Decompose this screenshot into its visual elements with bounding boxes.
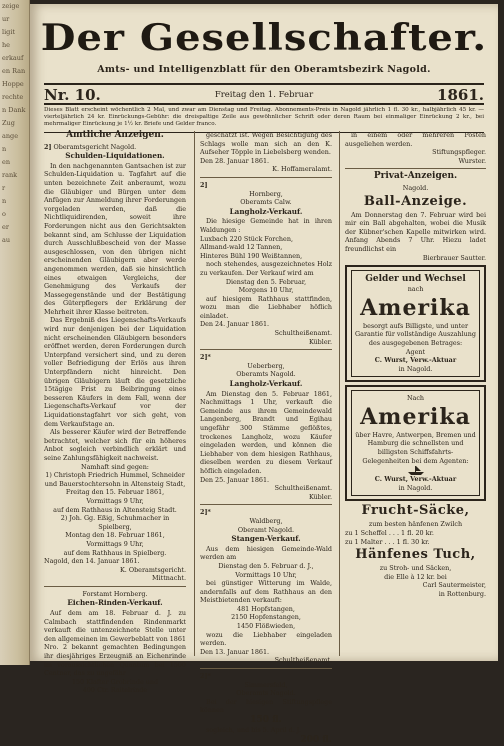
list-item: 481 Hopfstangen, xyxy=(237,604,295,613)
notice-body: bei günstiger Witterung im Walde, andernfalls auf dem Rathhaus an den Meistbietenden verkauft: xyxy=(200,579,332,605)
column-2 xyxy=(194,131,332,745)
ad-agent-name: C. Wurst, Verw.-Aktuar xyxy=(374,356,457,365)
notice-title: Langholz-Verkauf. xyxy=(229,206,303,216)
ad-connector: nach xyxy=(407,285,424,294)
spine-text-fragment: en Ran xyxy=(2,67,26,75)
list-item: 1450 Flößwieden, xyxy=(236,622,296,631)
notice-authority: Forstamt Hornberg. xyxy=(82,589,148,598)
notice-place: Hornberg, xyxy=(249,189,283,198)
list-item: 150 Klafter Grobrinde und xyxy=(71,677,159,686)
ad-emigration xyxy=(345,385,486,501)
column-1 xyxy=(44,130,186,695)
issue-number: Nr. 10. xyxy=(44,86,101,104)
subscription-notice: Dieses Blatt erscheint wöchentlich 2 Mal, und zwar am Dienstag und Freitag. Abonnements-Preis in Nagold jährlich 1 fl. 30 kr., halbjährlich 45 kr. — vierteljährlich 24 kr. Einrückungs-Gebühr: die dreispaltige Zeile aus gewöhnlicher Schrift oder deren Raum bei einmaliger Einrückung 2 kr., bei mehrmaliger Einrückung je 1½ kr. Briefe und Gelder franco. xyxy=(44,107,484,133)
notice-time: Vormittags 10 Uhr, xyxy=(235,570,297,579)
ad-inner xyxy=(351,390,480,496)
notice-place: Simmersfeld, xyxy=(244,680,288,689)
spine-text-fragment: er xyxy=(2,223,9,231)
spine-text-fragment: he xyxy=(2,41,11,49)
notice-district: Oberamts Nagold. xyxy=(236,370,296,379)
divider xyxy=(200,668,332,669)
ship-icon xyxy=(407,465,425,475)
notice-body: Als besserer Käufer wird der Betreffende betrachtet, welcher sich für ein höheres Anbot sogleich verbindlich erklärt und seine Zahlungsfähigkeit nachweist. xyxy=(44,428,186,462)
column-3 xyxy=(339,131,486,656)
notice-place: Waldberg, xyxy=(249,516,283,525)
list-item: Montag den 18. Februar 1861, xyxy=(65,531,165,540)
notice-title: Frucht-Säcke, xyxy=(361,503,470,519)
ad-body: besorgt aufs Billigste, und unter Garantie für vollständige Auszahlung des ausgegebenen Betrages: xyxy=(355,321,476,347)
list-item: auf dem Rathhaus in Altensteig Stadt. xyxy=(53,505,177,514)
divider xyxy=(200,504,332,505)
notice-signature-name: Kübler. xyxy=(308,492,332,501)
notice-district: Oberamts Nagold. xyxy=(236,689,296,698)
ad-agent-name: C. Wurst, Verw.-Aktuar xyxy=(374,475,457,484)
spine-text-fragment: rechte xyxy=(2,93,24,101)
list-item: 2) Joh. Gg. Eßig, Schuhmacher in Spielberg, xyxy=(60,514,170,531)
spine-text-fragment: rank xyxy=(2,171,18,179)
notice-title: Hänfenes Tuch, xyxy=(355,547,476,563)
notice-date: Dienstag den 5. Februar d. J., xyxy=(218,561,314,570)
notice-body: Am Donnerstag den 7. Februar wird bei mir ein Ball abgehalten, wobei die Musik der Kübner'schen Kapelle mitwirken wird. Anfang Abends 7 Uhr. Hiezu ladet freundlichst ein xyxy=(345,210,486,253)
notice-body: Bei der hiesigen Stiftungspflege können xyxy=(200,697,332,715)
notice-amount: 200 fl. xyxy=(300,734,332,745)
list-item: 2150 Hopfenstangen, xyxy=(231,613,301,622)
notice-signature-name: Kübler. xyxy=(308,337,332,346)
spine-text-fragment: Hoppe xyxy=(2,80,24,88)
section-official-notices: Amtliche Anzeigen. xyxy=(66,130,164,140)
ad-agent-place: in Nagold. xyxy=(398,483,433,492)
spine-text-fragment: n Dank xyxy=(2,106,26,114)
list-item: Vormittags 9 Uhr, xyxy=(86,496,144,505)
list-item: Freitag den 15. Februar 1861, xyxy=(65,488,165,497)
ad-heading: Gelder und Wechsel xyxy=(365,274,466,285)
notice-signature: Bierbrauer Sautter. xyxy=(422,253,486,262)
notice-body: noch stehendes, ausgezeichnetes Holz zu verkaufen. Der Verkauf wird am xyxy=(200,260,332,277)
notice-body: zu Stroh- und Säcken, xyxy=(379,564,452,573)
list-item: zu 1 Scheffel . . . 1 fl. 20 kr. xyxy=(345,529,434,538)
ad-headline: Amerika xyxy=(360,403,471,430)
notice-signature: K. Oberamtsgericht. xyxy=(120,565,186,574)
spine-text-fragment: ligit xyxy=(2,28,16,36)
notice-time: Morgens 10 Uhr, xyxy=(238,286,294,295)
notice-amount: 150 fl. xyxy=(250,715,282,725)
ad-agent-label: Agent xyxy=(405,347,426,356)
divider xyxy=(345,168,486,169)
ad-connector: Nach xyxy=(406,394,425,403)
notice-body: zum besten hänfenen Zwilch xyxy=(368,520,463,529)
notice-authority: Oberamtsgericht Nagold. xyxy=(53,142,137,151)
notice-signature-place: in Rottenburg. xyxy=(438,590,486,598)
list-item: Luxbach 220 Stück Forchen, xyxy=(200,234,293,243)
notice-title: Eichen-Rinden-Verkauf. xyxy=(67,598,163,608)
masthead-subtitle: Amts- und Intelligenzblatt für den Oberamtsbezirk Nagold. xyxy=(97,64,431,75)
book-spine xyxy=(0,0,30,665)
notice-title: Schulden-Liquidationen. xyxy=(65,151,165,161)
notice-place: Ueberberg, xyxy=(247,361,285,370)
notice-date: Den 25. Januar 1861. xyxy=(200,475,270,484)
list-item: Vormittags 9 Uhr, xyxy=(86,539,144,548)
notice-signature: K. Hoffameralamt. xyxy=(272,165,332,174)
issue-date: Freitag den 1. Februar xyxy=(214,90,314,100)
notice-district: Oberamts Calw. xyxy=(240,198,292,207)
notice-date: Den 13. Januar 1861. xyxy=(200,647,270,656)
ad-headline: Amerika xyxy=(360,294,471,321)
list-item: auf dem Rathhaus in Spielberg. xyxy=(63,548,167,557)
notice-signature: Carl Sautermeister, xyxy=(422,581,486,590)
list-item: Hinteres Bühl 190 Weißtannen, xyxy=(200,251,303,260)
notice-subhead: Namhaft sind gegen: xyxy=(81,462,149,471)
spine-text-fragment: n xyxy=(2,197,7,205)
notice-number: 2]* xyxy=(200,672,211,681)
spine-text-fragment: ange xyxy=(2,132,19,140)
issue-year: 1861. xyxy=(437,86,484,104)
newspaper-page xyxy=(30,4,498,745)
notice-date: Nagold, den 14. Januar 1861. xyxy=(44,557,140,566)
list-item: 400 Ctr. Raitelrinde xyxy=(82,686,148,695)
issue-bar xyxy=(44,83,484,105)
notice-number: 2] xyxy=(200,180,208,189)
section-private-notices: Privat-Anzeigen. xyxy=(373,171,458,182)
notice-number: 2] xyxy=(44,142,52,151)
notice-number: 2]* xyxy=(200,353,211,362)
spine-text-fragment: r xyxy=(2,184,6,192)
notice-district: Oberamt Nagold. xyxy=(237,525,295,534)
notice-title: Langholz-Verkauf. xyxy=(229,379,303,389)
notice-signature-name: Wurster. xyxy=(458,156,486,165)
divider xyxy=(44,586,186,587)
notice-body: Aus dem hiesigen Gemeinde-Wald werden am xyxy=(200,544,332,562)
notice-signature-name: Mittnacht. xyxy=(152,574,186,583)
spine-text-fragment: en xyxy=(2,158,11,166)
notice-place: Nagold. xyxy=(402,183,429,192)
notice-body: Die hiesige Gemeinde hat in ihren Waldungen : xyxy=(200,217,332,234)
spine-text-fragment: ur xyxy=(2,15,10,23)
notice-title: Stangen-Verkauf. xyxy=(231,534,301,544)
notice-signature: Schultheißenamt. xyxy=(274,484,332,493)
notice-body: Auf dem am 18. Februar d. J. zu Calmbach stattfindenden Rindenmarkt verkauft die untenzeichnete Stelle unter den allgemeinen im Gewerbeblatt von 1861 Nro. 2 bekannt gemachten Bedingungen ihr diesjähriges Erzeugniß an Eichenrinde im voraussichtlichen Quantum bei 1500 Centner, das zu ungefähr xyxy=(44,609,186,678)
notice-signature: Schultheißenamt. xyxy=(274,656,332,665)
list-item: 1) Christoph Friedrich Hummel, Schneider und Bauerstochtersohn in Altensteig Stadt, xyxy=(44,471,186,488)
list-item: Allmand-wald 12 Tannen, xyxy=(200,243,283,252)
masthead-title: Der Gesellschafter. xyxy=(40,15,488,60)
notice-signature: Stiftungspfleger. xyxy=(432,148,486,157)
notice-body: Das Ergebniß des Liegenschafts-Verkaufs wird nur denjenigen bei der Liquidation nicht erscheinenden Gläubigern besonders eröffnet werden, deren Forderungen durch Unterpfand versichert sind, und zu deren voller Befriedigung der Erlös aus ihren Unterpfändern nicht hinreicht. Den übrigen Gläubigern läuft die gesetzliche 15tägige Frist zu Beibringung eines besseren Käufers in dem Fall, wenn der Liegenschafts-Verkauf vor der Liquidationstagfahrt vor sich geht, von dem Verkaufstage an. xyxy=(44,316,186,428)
notice-title: Ball-Anzeige. xyxy=(363,193,468,209)
notice-number: 2]* xyxy=(200,508,211,517)
divider xyxy=(200,349,332,350)
ad-agent-place: in Nagold. xyxy=(398,364,433,373)
notice-date: Dienstag den 5. Februar, xyxy=(225,277,307,286)
ad-money-transfer xyxy=(345,265,486,382)
notice-body: auf hiesigem Rathhaus stattfinden, wozu man die Liebhaber höflich einladet. xyxy=(200,294,332,320)
spine-text-fragment: n xyxy=(2,145,7,153)
notice-body: die Elle à 12 kr. bei xyxy=(384,572,447,581)
notice-body: sogleich, und bis 5. April d. J. xyxy=(206,726,301,734)
notice-body: in einem oder mehreren Posten ausgeliehen werden. xyxy=(345,131,486,148)
divider xyxy=(200,177,332,178)
notice-body: In den nachgenannten Gantsachen ist zur Schulden-Liquidation u. Tagfahrt auf die unten bezeichnete Zeit anberaumt, wozu die Gläubiger und Bürgen unter dem Anfügen zur Anmeldung ihrer Forderungen vorgeladen werden, daß die Nichtliquidirenden, soweit ihre Forderungen nicht aus den Gerichtsakten bekannt sind, am Schlusse der Liquidation durch Ausschlußbescheid von der Masse ausgeschlossen, von den übrigen nicht erscheinenden Gläubigern aber werde angenommen werden, daß sie hinsichtlich eines etwaigen Vergleichs, der Genehmigung des Verkaufs der Massegegenstände und der Bestätigung des Güterpflegers der Erklärung der Mehrheit ihrer Klasse beitreten. xyxy=(44,161,186,316)
notice-date: Den 24. Januar 1861. xyxy=(200,320,270,329)
notice-body: wozu die Liebhaber eingeladen werden. xyxy=(200,630,332,648)
notice-signature: Schultheißenamt. xyxy=(274,329,332,338)
notice-body: geschätzt ist. Wegen Besichtigung des Schlags wolle man sich an den K. Aufseher Töpple in Liebelsberg wenden. xyxy=(200,131,332,157)
notice-body: Am Dienstag den 5. Februar 1861, Nachmittags 1 Uhr, verkauft die Gemeinde aus ihrem Gemeindewald Langenberg, Brandt und Egihau ungefähr 300 Stämme geflößtes, trockenes Langholz, wozu Käufer eingeladen werden, und können die Liebhaber von dem hiesigen Rathhaus, dieselben werden zu diesem Verkauf höflich eingeladen. xyxy=(200,389,332,475)
ad-body: über Havre, Antwerpen, Bremen und Hamburg die schnellsten und billigsten Schiffsfahrts-Gelegenheiten bei dem Agenten: xyxy=(355,430,476,465)
list-item: zu 1 Malter . . . 1 fl. 30 kr. xyxy=(345,537,430,546)
spine-text-fragment: au xyxy=(2,236,11,244)
notice-date: Den 28. Januar 1861. xyxy=(200,156,270,165)
spine-text-fragment: erkauf xyxy=(2,54,24,62)
spine-text-fragment: o xyxy=(2,210,6,218)
spine-text-fragment: Zug xyxy=(2,119,15,127)
spine-text-fragment: zeige xyxy=(2,2,20,10)
ad-inner xyxy=(351,270,480,377)
